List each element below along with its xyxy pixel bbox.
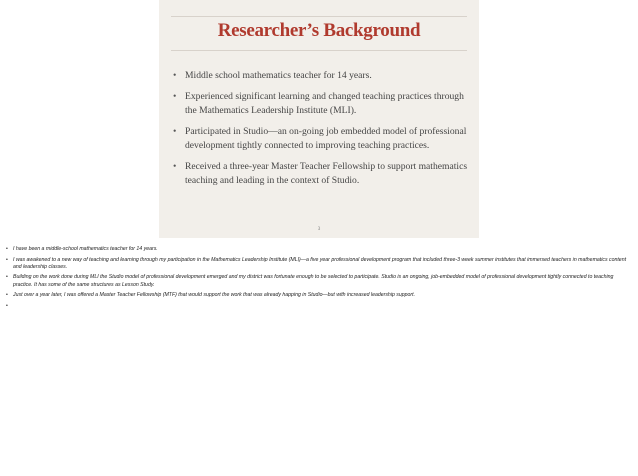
slide-bullet-list <box>173 69 471 195</box>
note-bullet-icon: • <box>6 274 8 281</box>
note-item <box>6 246 632 253</box>
note-text: I was awakened to a new way of teaching and learning through my participation in the Mathematics Leadership Institute (MLI)—a five year professional development program that included three-3 week summer institutes that immersed teachers in mathematics content and leadership classes. <box>13 256 627 270</box>
title-rule-bottom <box>171 50 467 51</box>
slide-bullet-text: Participated in Studio—an on-going job embedded model of professional development tightly connected to improving teaching practices. <box>185 126 467 151</box>
note-bullet-icon: • <box>6 292 8 299</box>
note-bullet-icon: • <box>6 302 8 309</box>
note-text: Just over a year later, I was offered a Master Teacher Fellowship (MTF) that would support the work that was already happing in Studio—but with increased leadership support. <box>13 292 416 299</box>
slide-bullet <box>173 90 471 118</box>
slide-bullet <box>173 160 471 188</box>
slide-bullet <box>173 125 471 153</box>
slide-bullet-text: Received a three-year Master Teacher Fellowship to support mathematics teaching and leading in the context of Studio. <box>185 161 468 186</box>
note-item <box>6 257 632 271</box>
bullet-dot-icon: • <box>173 70 177 81</box>
slide-bullet <box>173 69 471 83</box>
title-rule-top <box>171 16 467 17</box>
speaker-notes <box>6 246 632 309</box>
slide-bullet-text: Middle school mathematics teacher for 14 years. <box>185 70 372 81</box>
bullet-dot-icon: • <box>173 161 177 172</box>
note-bullet-icon: • <box>6 256 8 263</box>
bullet-dot-icon: • <box>173 91 177 102</box>
bullet-dot-icon: • <box>173 126 177 137</box>
slide <box>159 0 479 238</box>
note-item <box>6 274 632 288</box>
slide-title: Researcher’s Background <box>217 20 421 41</box>
slide-page-number: 3 <box>317 227 321 232</box>
note-bullet-icon: • <box>6 246 8 252</box>
note-text: Building on the work done during MLI the Studio model of professional development emerged and my district was fortunate enough to be selected to participate. Studio is an ongoing, job-embedded model of professional development tightly connected to teaching practice. It has some of the same structures as Lesson Study. <box>13 274 614 288</box>
slide-bullet-text: Experienced significant learning and changed teaching practices through the Mathematics Leadership Institute (MLI). <box>185 91 464 116</box>
note-text: I have been a middle-school mathematics teacher for 14 years. <box>13 246 158 252</box>
note-item <box>6 292 632 299</box>
